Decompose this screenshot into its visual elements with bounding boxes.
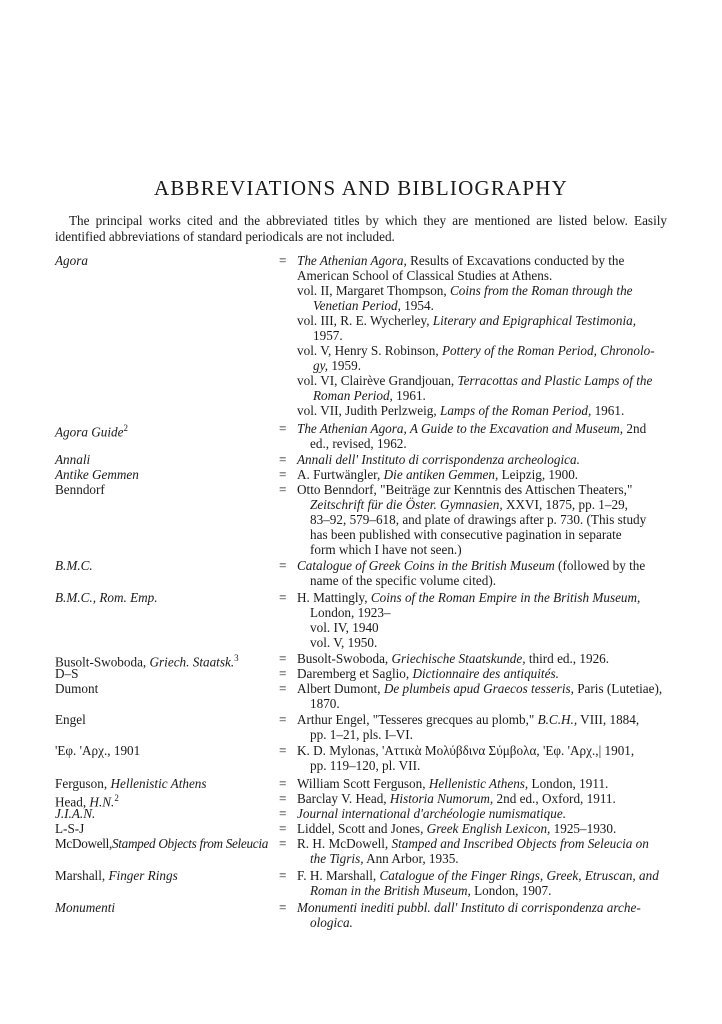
- def-text: name of the specific volume cited).: [310, 573, 497, 588]
- page-title: ABBREVIATIONS AND BIBLIOGRAPHY: [153, 176, 569, 201]
- equals-sign: =: [279, 253, 287, 268]
- def-text: London, 1923–: [310, 605, 391, 620]
- equals-sign: =: [279, 558, 287, 573]
- entry-benndorf: [0, 482, 722, 558]
- entry-definition: [297, 421, 667, 451]
- entry-term: Dumont: [55, 681, 99, 696]
- def-text: Pottery of the Roman Period, Chronolo-: [441, 343, 655, 358]
- def-text: 1961.: [591, 403, 625, 418]
- def-text: vol. VII, Judith Perlzweig,: [297, 403, 440, 418]
- def-text: Literary and Epigraphical Testimonia,: [432, 313, 637, 328]
- def-text: Otto Benndorf, "Beiträge zur Kenntnis des Attischen Theaters,": [297, 482, 633, 497]
- def-text: Journal international d'archéologie numismatique.: [297, 806, 566, 821]
- entry-definition: [297, 743, 667, 773]
- entry-term: Annali: [55, 452, 91, 467]
- def-text: Ann Arbor, 1935.: [363, 851, 459, 866]
- entry-term: Engel: [55, 712, 86, 727]
- equals-sign: =: [279, 806, 287, 821]
- def-text: Coins from the Roman through the: [449, 283, 633, 298]
- entry-term: Agora: [55, 253, 88, 268]
- entry-definition: [297, 681, 667, 711]
- def-text: form which I have not seen.): [310, 542, 462, 557]
- def-text: R. H. McDowell,: [297, 836, 392, 851]
- bibliography-list: [0, 253, 722, 932]
- entry-term: B.M.C.: [55, 558, 93, 573]
- def-text: 2nd ed., Oxford, 1911.: [493, 791, 616, 806]
- entry-agora-guide: [0, 421, 722, 452]
- def-text: Liddel, Scott and Jones,: [297, 821, 427, 836]
- entry-definition: [297, 590, 667, 650]
- def-text: Terracottas and Plastic Lamps of the: [457, 373, 653, 388]
- entry-definition: [297, 868, 667, 898]
- def-text: vol. VI, Clairève Grandjouan,: [297, 373, 458, 388]
- equals-sign: =: [279, 590, 287, 605]
- entry-definition: [297, 900, 667, 930]
- entry-definition: [297, 558, 667, 588]
- entry-term: Benndorf: [55, 482, 105, 497]
- entry-agora: [0, 253, 722, 421]
- entry-engel: [0, 712, 722, 743]
- entry-definition: [297, 651, 667, 666]
- def-text: the Tigris,: [310, 851, 364, 866]
- def-text: Griechische Staatskunde,: [391, 651, 526, 666]
- def-text: gy,: [313, 358, 329, 373]
- def-text: 1959.: [328, 358, 361, 373]
- intro-paragraph: The principal works cited and the abbreviated titles by which they are mentioned are listed below. Easily identified abbreviations of standard periodicals are not included.: [55, 213, 667, 244]
- def-text: Stamped and Inscribed Objects from Seleucia on: [391, 836, 649, 851]
- entry-busolt-swoboda: [0, 651, 722, 670]
- def-text: Daremberg et Saglio,: [297, 666, 413, 681]
- def-text: Venetian Period,: [313, 298, 401, 313]
- def-text: K. D. Mylonas, 'Αττικὰ Μολύβδινα Σύμβολα, 'Εφ. 'Αρχ.,| 1901,: [297, 743, 635, 758]
- equals-sign: =: [279, 681, 287, 696]
- def-text: Catalogue of the Finger Rings, Greek, Etruscan, and: [379, 868, 659, 883]
- equals-sign: =: [279, 651, 287, 666]
- entry-mcdowell: [0, 836, 722, 868]
- def-text: Monumenti inediti pubbl. dall' Instituto di corrispondenza arche-: [297, 900, 641, 915]
- def-text: 1870.: [310, 696, 340, 711]
- def-text: Barclay V. Head,: [297, 791, 390, 806]
- term-text: Finger Rings: [108, 868, 178, 883]
- def-text: vol. V, Henry S. Robinson,: [297, 343, 442, 358]
- equals-sign: =: [279, 467, 287, 482]
- equals-sign: =: [279, 666, 287, 681]
- def-text: Results of Excavations conducted by the: [406, 253, 625, 268]
- equals-sign: =: [279, 776, 287, 791]
- entry-jian: [0, 806, 722, 821]
- def-text: 1961.: [392, 388, 426, 403]
- equals-sign: =: [279, 452, 287, 467]
- def-text: vol. II, Margaret Thompson,: [297, 283, 450, 298]
- entry-term: [55, 421, 285, 439]
- def-text: The Athenian Agora, A Guide to the Excavation and Museum,: [297, 421, 624, 436]
- entry-term: [55, 776, 285, 791]
- def-text: XXVI, 1875, pp. 1–29,: [502, 497, 628, 512]
- entry-term: B.M.C., Rom. Emp.: [55, 590, 158, 605]
- def-text: 1925–1930.: [550, 821, 617, 836]
- def-text: 2nd: [623, 421, 647, 436]
- entry-head: [0, 791, 722, 810]
- def-text: Zeitschrift für die Öster. Gymnasien,: [310, 497, 503, 512]
- entry-term: Monumenti: [55, 900, 116, 915]
- def-text: pp. 119–120, pl. VII.: [310, 758, 421, 773]
- def-text: Catalogue of Greek Coins in the British Museum: [297, 558, 555, 573]
- def-text: 1957.: [313, 328, 343, 343]
- def-text: Arthur Engel, "Tesseres grecques au plomb,": [297, 712, 538, 727]
- entry-definition: [297, 467, 667, 482]
- entry-definition: [297, 253, 667, 418]
- entry-term: [55, 868, 285, 883]
- entry-antike-gemmen: [0, 467, 722, 482]
- entry-d-s: [0, 666, 722, 681]
- term-text: Griech. Staatsk.: [149, 654, 235, 670]
- entry-term: J.I.A.N.: [55, 806, 96, 821]
- def-text: Leipzig, 1900.: [498, 467, 579, 482]
- term-text: Agora Guide: [55, 424, 124, 440]
- def-text: Roman in the British Museum,: [310, 883, 471, 898]
- entry-term: Antike Gemmen: [55, 467, 139, 482]
- def-text: Busolt-Swoboda,: [297, 651, 392, 666]
- def-text: (followed by the: [554, 558, 646, 573]
- def-text: ologica.: [310, 915, 353, 930]
- def-text: Coins of the Roman Empire in the British Museum,: [370, 590, 641, 605]
- def-text: Hellenistic Athens,: [428, 776, 529, 791]
- def-text: De plumbeis apud Graecos tesseris,: [383, 681, 574, 696]
- def-text: ed., revised, 1962.: [310, 436, 407, 451]
- def-text: The Athenian Agora,: [297, 253, 407, 268]
- entry-lsj: [0, 821, 722, 836]
- def-text: London, 1907.: [470, 883, 552, 898]
- def-text: Annali dell' Instituto di corrispondenza archeologica.: [297, 452, 580, 467]
- term-text: McDowell,: [55, 836, 112, 851]
- def-text: VIII, 1884,: [577, 712, 640, 727]
- entry-marshall: [0, 868, 722, 900]
- entry-definition: [297, 836, 667, 866]
- def-text: F. H. Marshall,: [297, 868, 380, 883]
- def-text: Greek English Lexicon,: [426, 821, 551, 836]
- term-superscript: 2: [114, 793, 119, 803]
- def-text: third ed., 1926.: [525, 651, 610, 666]
- term-superscript: 3: [234, 653, 239, 663]
- def-text: Historia Numorum,: [389, 791, 494, 806]
- term-text: Head,: [55, 794, 90, 810]
- equals-sign: =: [279, 868, 287, 883]
- entry-term: 'Εφ. 'Αρχ., 1901: [55, 743, 141, 758]
- term-text: Stamped Objects from Seleucia: [112, 836, 268, 851]
- def-text: 83–92, 579–618, and plate of drawings after p. 730. (This study: [310, 512, 647, 527]
- entry-eph-arch: [0, 743, 722, 776]
- def-text: Lamps of the Roman Period,: [439, 403, 592, 418]
- entry-definition: [297, 482, 667, 557]
- term-text: Marshall,: [55, 868, 109, 883]
- def-text: has been published with consecutive pagination in separate: [310, 527, 622, 542]
- entry-ferguson: [0, 776, 722, 791]
- entry-term: L-S-J: [55, 821, 85, 836]
- def-text: William Scott Ferguson,: [297, 776, 429, 791]
- def-text: pp. 1–21, pls. I–VI.: [310, 727, 413, 742]
- term-text: Ferguson,: [55, 776, 111, 791]
- def-text: American School of Classical Studies at Athens.: [297, 268, 553, 283]
- equals-sign: =: [279, 482, 287, 497]
- equals-sign: =: [279, 836, 287, 851]
- term-text: H.N.: [89, 794, 115, 810]
- entry-definition: [297, 821, 667, 836]
- entry-definition: [297, 776, 667, 791]
- entry-annali: [0, 452, 722, 467]
- entry-definition: [297, 806, 667, 821]
- equals-sign: =: [279, 821, 287, 836]
- def-text: 1954.: [400, 298, 434, 313]
- def-text: Albert Dumont,: [297, 681, 384, 696]
- def-text: H. Mattingly,: [297, 590, 371, 605]
- entry-term: D–S: [55, 666, 79, 681]
- def-text: A. Furtwängler,: [297, 467, 384, 482]
- entry-definition: [297, 712, 667, 742]
- term-text: Busolt-Swoboda,: [55, 654, 150, 670]
- entry-dumont: [0, 681, 722, 712]
- entry-definition: [297, 791, 667, 806]
- def-text: Roman Period,: [313, 388, 393, 403]
- def-text: Dictionnaire des antiquités.: [412, 666, 559, 681]
- def-text: Die antiken Gemmen,: [383, 467, 499, 482]
- term-text: Hellenistic Athens: [110, 776, 207, 791]
- def-text: B.C.H.,: [537, 712, 578, 727]
- entry-term: [55, 836, 285, 851]
- def-text: Paris (Lutetiae),: [573, 681, 663, 696]
- entry-bmc-rom-emp: [0, 590, 722, 651]
- entry-monumenti: [0, 900, 722, 932]
- entry-definition: [297, 666, 667, 681]
- def-text: vol. IV, 1940: [310, 620, 379, 635]
- equals-sign: =: [279, 712, 287, 727]
- def-text: vol. V, 1950.: [310, 635, 378, 650]
- equals-sign: =: [279, 900, 287, 915]
- term-superscript: 2: [123, 423, 128, 433]
- def-text: vol. III, R. E. Wycherley,: [297, 313, 433, 328]
- entry-bmc: [0, 558, 722, 590]
- equals-sign: =: [279, 421, 287, 436]
- equals-sign: =: [279, 791, 287, 806]
- equals-sign: =: [279, 743, 287, 758]
- entry-definition: [297, 452, 667, 467]
- def-text: London, 1911.: [528, 776, 609, 791]
